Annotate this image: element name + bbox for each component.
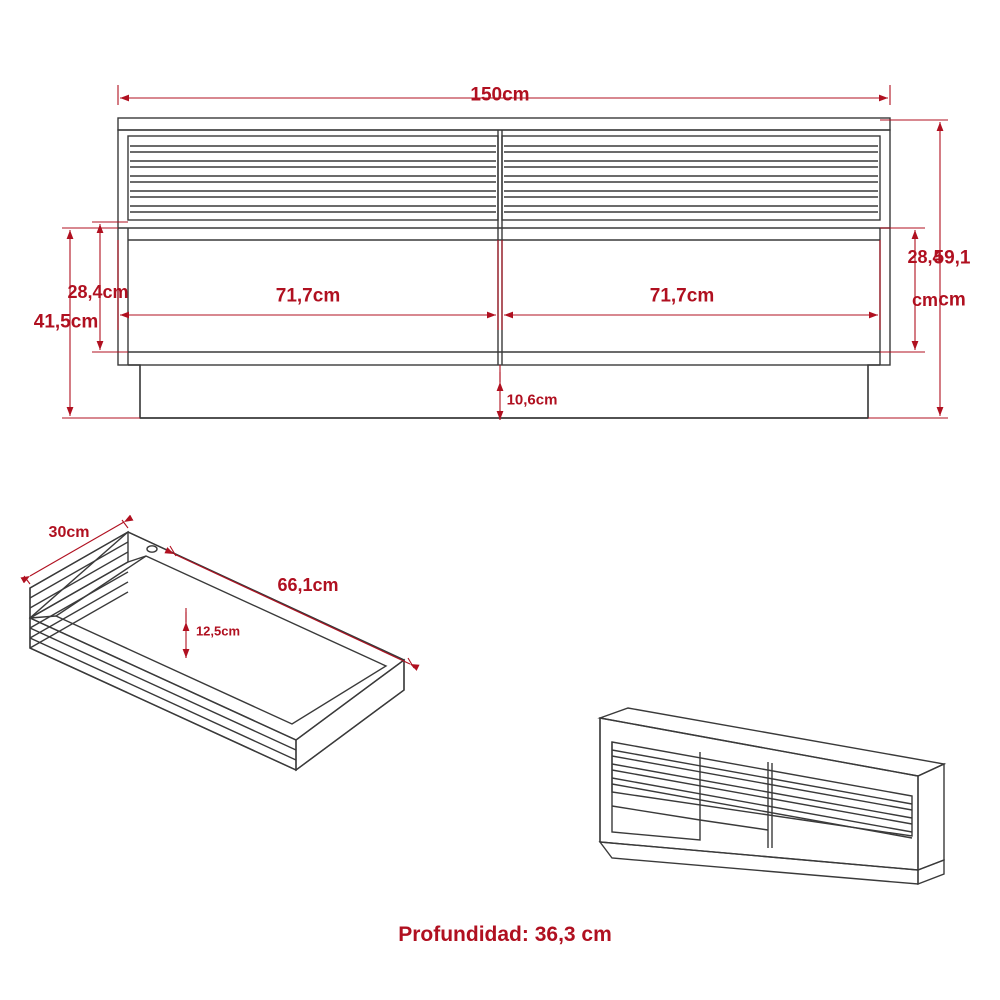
dim-drawer-width-label: 66,1cm [277, 575, 339, 595]
dim-total-width-label: 150cm [470, 84, 530, 106]
perspective-view-group [600, 708, 944, 884]
dim-total-height-unit: cm [938, 289, 966, 311]
dim-right-panel-height-unit: cm [911, 290, 939, 310]
dim-left-panel-width-label: 71,7cm [275, 285, 341, 307]
dim-drawer-height-label: 12,5cm [195, 623, 241, 639]
dimension-lines [24, 85, 948, 668]
drawer-view-group [30, 532, 404, 770]
dim-total-height-label: 59,1 [933, 247, 971, 269]
dim-body-height-label: 41,5cm [33, 311, 99, 333]
dim-right-panel-width-label: 71,7cm [649, 285, 715, 307]
dim-base-height-label: 10,6cm [506, 391, 558, 409]
dim-left-panel-height-label: 28,4cm [67, 282, 129, 302]
dim-drawer-depth-label: 30cm [48, 524, 90, 541]
front-view-group [118, 118, 890, 418]
depth-footer-label: Profundidad: 36,3 cm [398, 923, 612, 946]
dim-right-panel-height-label: 28,4 [907, 247, 943, 267]
